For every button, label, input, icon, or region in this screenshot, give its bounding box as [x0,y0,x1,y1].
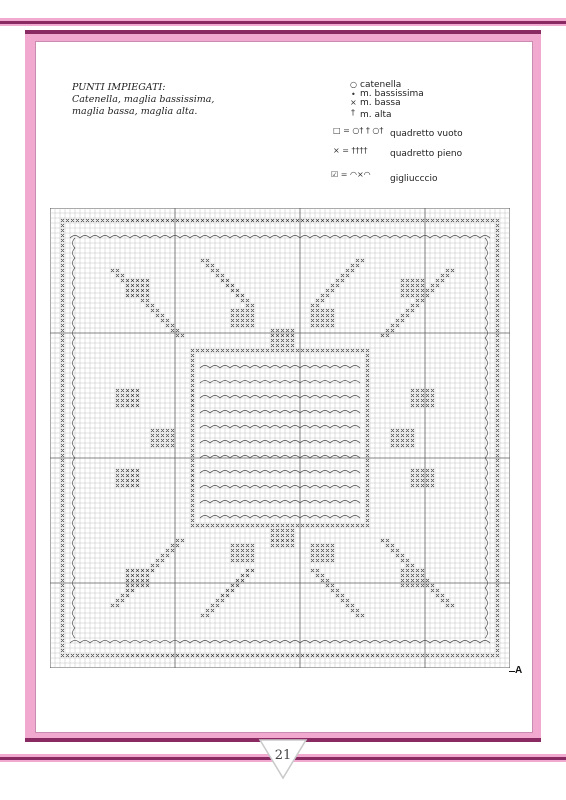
legend-label-chain: catenella [360,80,402,90]
chain-stitch-icon: ○ [350,80,357,89]
legend-label-slip: m. bassissima [360,89,424,99]
stitch-legend [330,78,520,198]
legend-label-lily: gigliucccio [390,174,438,184]
empty-square-icon: □ = ○† † ○† [333,126,384,135]
double-crochet-icon: † [351,108,355,117]
filet-crochet-chart [50,208,510,668]
legend-label-empty-square: quadretto vuoto [390,129,463,139]
single-crochet-icon: × [350,98,357,107]
page-number-badge [258,738,308,782]
chart-marker-a: A [515,665,523,676]
legend-label-filled-square: quadretto pieno [390,149,463,159]
page-number: 21 [274,748,292,763]
legend-label-single: m. bassa [360,98,401,108]
stitches-used-title: PUNTI IMPIEGATI: [72,82,166,93]
filled-square-icon: × = †††† [333,146,368,155]
slip-stitch-icon: • [351,90,356,99]
stitches-used-line-2: maglia bassa, maglia alta. [72,105,198,117]
legend-label-double: m. alta [360,110,392,120]
lily-stitch-icon: ☑ = ◠×◠ [331,170,371,179]
stitches-used-line-1: Catenella, maglia bassissima, [72,94,215,105]
stitches-used-list [72,94,222,117]
top-band-pink-2 [0,24,566,26]
